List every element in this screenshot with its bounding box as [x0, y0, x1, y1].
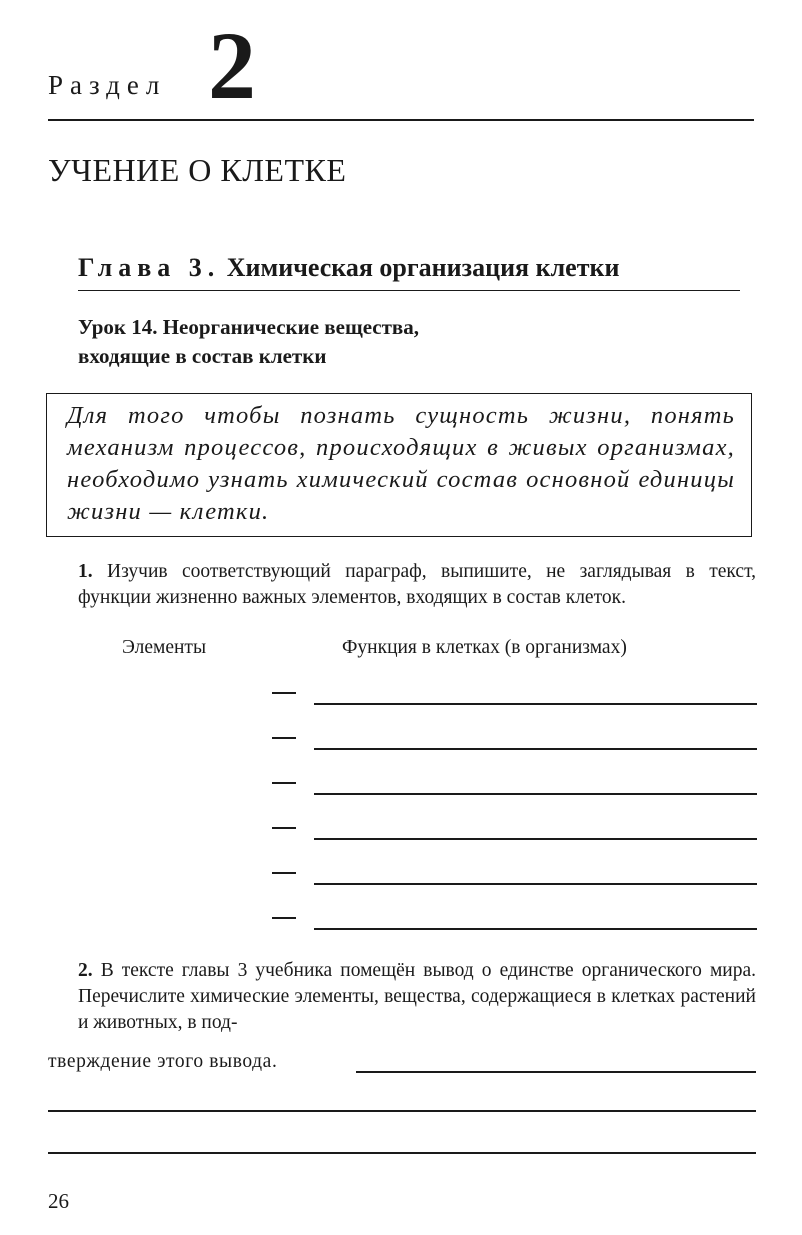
- element-blank-dash[interactable]: [272, 917, 296, 919]
- chapter-divider: [78, 290, 740, 291]
- function-answer-line[interactable]: [314, 793, 757, 795]
- answer-row: [272, 685, 757, 707]
- lesson-heading: [78, 313, 718, 371]
- page-number: 26: [48, 1189, 69, 1213]
- function-answer-line[interactable]: [314, 838, 757, 840]
- task-2-number: 2.: [78, 960, 93, 981]
- answer-row: [272, 775, 757, 797]
- epigraph-box: [46, 393, 752, 537]
- task-2-answer-line-1[interactable]: [356, 1071, 756, 1073]
- section-divider: [48, 119, 754, 121]
- column-header-elements: Элементы: [122, 637, 207, 658]
- element-blank-dash[interactable]: [272, 827, 296, 829]
- task-2-answer-line-2[interactable]: [48, 1110, 756, 1112]
- answer-row: [272, 910, 757, 932]
- function-answer-line[interactable]: [314, 748, 757, 750]
- chapter-lead: Глава 3.: [78, 253, 221, 282]
- answer-row: [272, 730, 757, 752]
- part-title: УЧЕНИЕ О КЛЕТКЕ: [48, 152, 347, 188]
- function-answer-line[interactable]: [314, 703, 757, 705]
- section-label: Раздел: [48, 70, 167, 100]
- task-2: [48, 958, 756, 1036]
- task-1-number: 1.: [78, 561, 93, 582]
- answer-row: [272, 820, 757, 842]
- task-2-answer-line-3[interactable]: [48, 1152, 756, 1154]
- task-2-text-tail: тверждение этого вывода.: [48, 1051, 278, 1072]
- epigraph-text: Для того чтобы познать сущность жизни, понять механизм процессов, происходящих в живых организмах, необходимо узнать химический состав основной единицы жизни — клетки.: [67, 402, 735, 525]
- chapter-title: Химическая организация клетки: [226, 253, 620, 282]
- task-1-text: Изучив соответствующий параграф, выпишите, не заглядывая в текст, функции жизненно важных элементов, входящих в состав клеток.: [78, 561, 757, 608]
- function-answer-line[interactable]: [314, 928, 757, 930]
- element-blank-dash[interactable]: [272, 692, 296, 694]
- element-blank-dash[interactable]: [272, 737, 296, 739]
- element-blank-dash[interactable]: [272, 782, 296, 784]
- column-header-function: Функция в клетках (в организмах): [342, 637, 627, 658]
- function-answer-line[interactable]: [314, 883, 757, 885]
- lesson-title-line-2: входящие в состав клетки: [78, 344, 327, 368]
- element-blank-dash[interactable]: [272, 872, 296, 874]
- section-number: 2: [208, 12, 256, 119]
- chapter-heading: [78, 253, 619, 283]
- task-2-text: В тексте главы 3 учебника помещён вывод о единстве органического мира. Перечислите химические элементы, вещества, содержащиеся в клетках растений и животных, в под-: [78, 960, 757, 1033]
- task-1: [48, 559, 756, 611]
- answer-row: [272, 865, 757, 887]
- lesson-title-line-1: Урок 14. Неорганические вещества,: [78, 315, 419, 339]
